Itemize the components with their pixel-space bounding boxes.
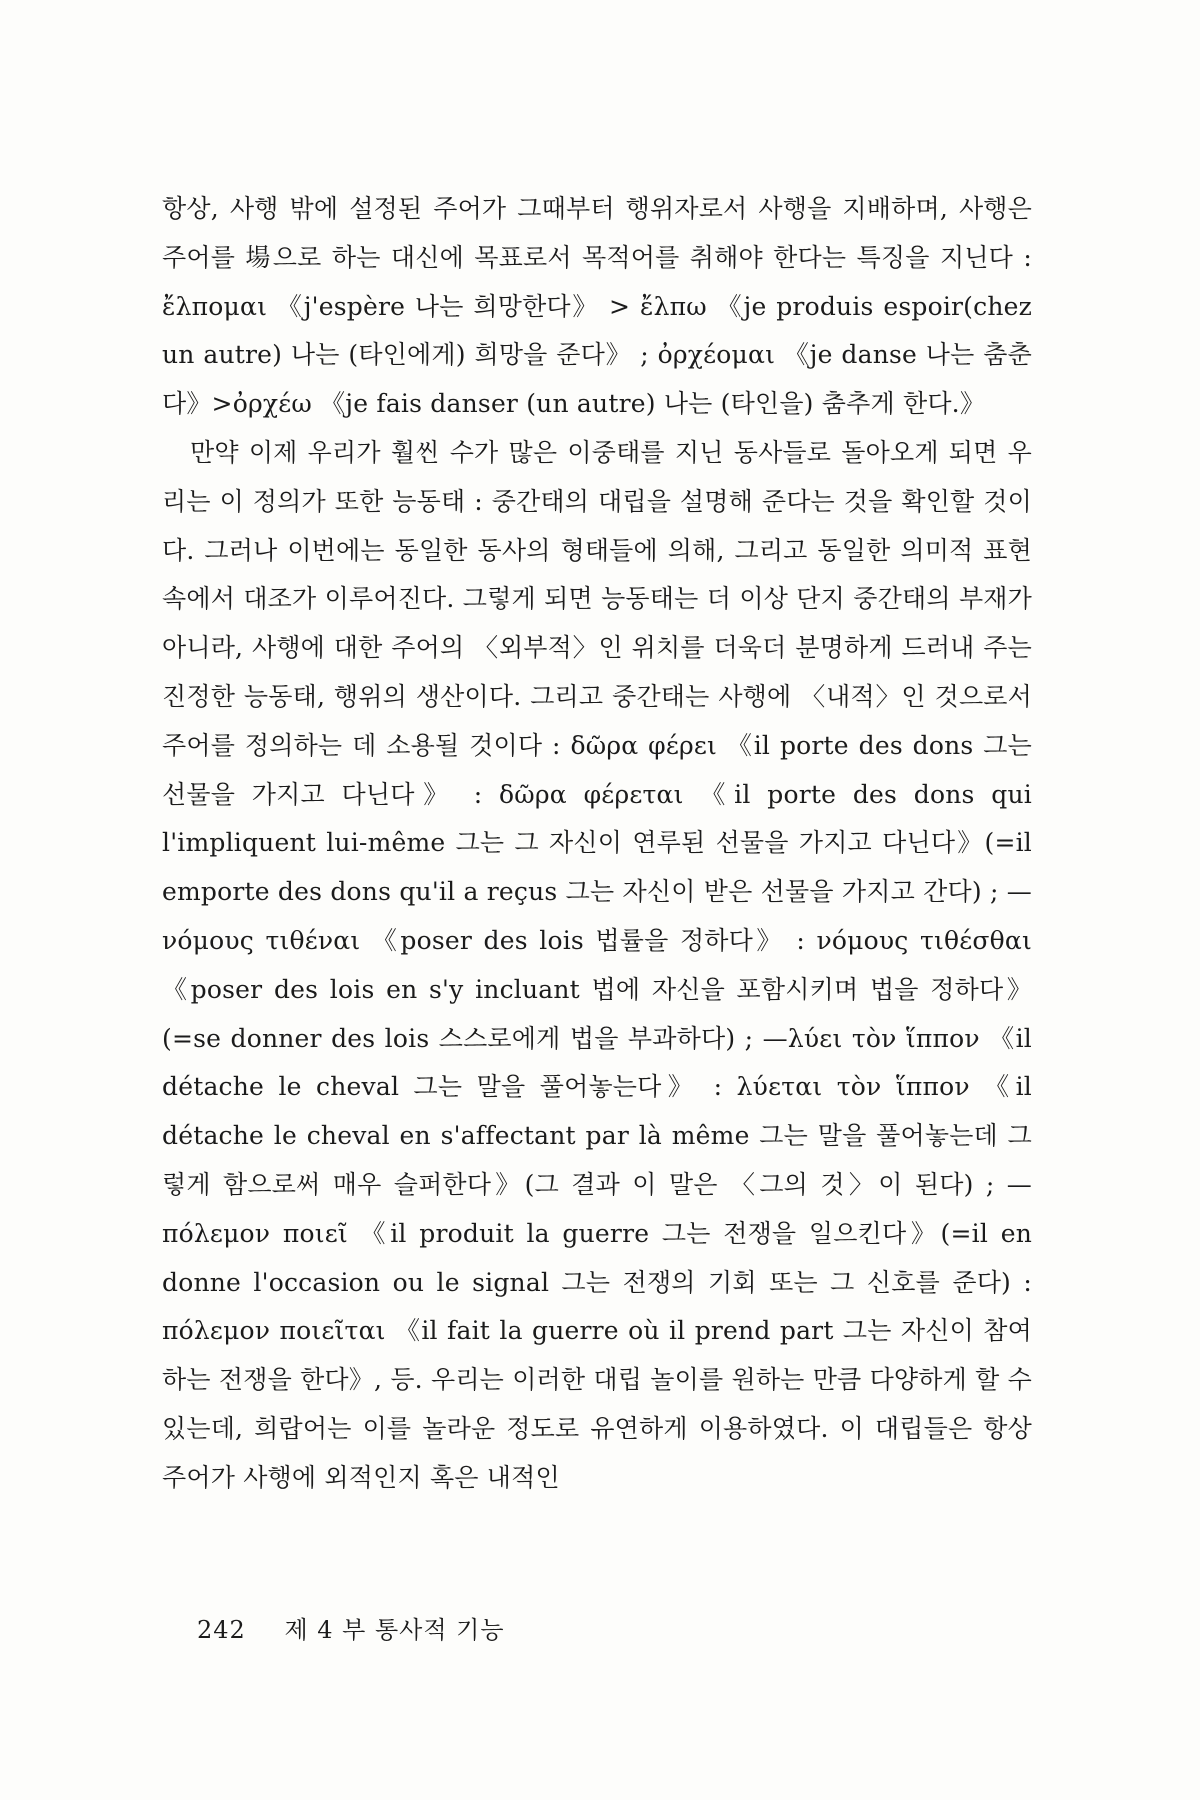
body-text: [162, 185, 1032, 1503]
page-footer: [197, 1610, 505, 1645]
page-number: 242: [197, 1616, 246, 1644]
paragraph-1: 항상, 사행 밖에 설정된 주어가 그때부터 행위자로서 사행을 지배하며, 사행은 주어를 場으로 하는 대신에 목표로서 목적어를 취해야 한다는 특징을 지닌다 : ἔλπομαι 《j'espère 나는 희망한다》 > ἔλπω 《je produis espoir(chez un autre) 나는 (타인에게) 희망을 준다》 ; ὀρχέομαι 《je danse 나는 춤춘다》>ὀρχέω 《je fais danser (un autre) 나는 (타인을) 춤추게 한다.》: [162, 194, 1032, 419]
paragraph-2: 만약 이제 우리가 훨씬 수가 많은 이중태를 지닌 동사들로 돌아오게 되면 우리는 이 정의가 또한 능동태 : 중간태의 대립을 설명해 준다는 것을 확인할 것이다. 그러나 이번에는 동일한 동사의 형태들에 의해, 그리고 동일한 의미적 표현 속에서 대조가 이루어진다. 그렇게 되면 능동태는 더 이상 단지 중간태의 부재가 아니라, 사행에 대한 주어의 〈외부적〉인 위치를 더욱더 분명하게 드러내 주는 진정한 능동태, 행위의 생산이다. 그리고 중간태는 사행에 〈내적〉인 것으로서 주어를 정의하는 데 소용될 것이다 : δῶρα φέρει 《il porte des dons 그는 선물을 가지고 다닌다》 : δῶρα φέρεται 《il porte des dons qui l'impliquent lui-même 그는 그 자신이 연루된 선물을 가지고 다닌다》(=il emporte des dons qu'il a reçus 그는 자신이 받은 선물을 가지고 간다) ; —νόμους τιθέναι 《poser des lois 법률을 정하다》 : νόμους τιθέσθαι 《poser des lois en s'y incluant 법에 자신을 포함시키며 법을 정하다》(=se donner des lois 스스로에게 법을 부과하다) ; —λύει τὸν ἵππον 《il détache le cheval 그는 말을 풀어놓는다》 : λύεται τὸν ἵππον 《il détache le cheval en s'affectant par là même 그는 말을 풀어놓는데 그렇게 함으로써 매우 슬퍼한다》(그 결과 이 말은 〈그의 것〉이 된다) ; —πόλεμον ποιεῖ 《il produit la guerre 그는 전쟁을 일으킨다》(=il en donne l'occasion ou le signal 그는 전쟁의 기회 또는 그 신호를 준다) : πόλεμον ποιεῖται 《il fait la guerre où il prend part 그는 자신이 참여하는 전쟁을 한다》, 등. 우리는 이러한 대립 놀이를 원하는 만큼 다양하게 할 수 있는데, 희랍어는 이를 놀라운 정도로 유연하게 이용하였다. 이 대립들은 항상 주어가 사행에 외적인지 혹은 내적인: [162, 437, 1032, 1492]
running-footer-section: 제 4 부 통사적 기능: [284, 1616, 505, 1644]
